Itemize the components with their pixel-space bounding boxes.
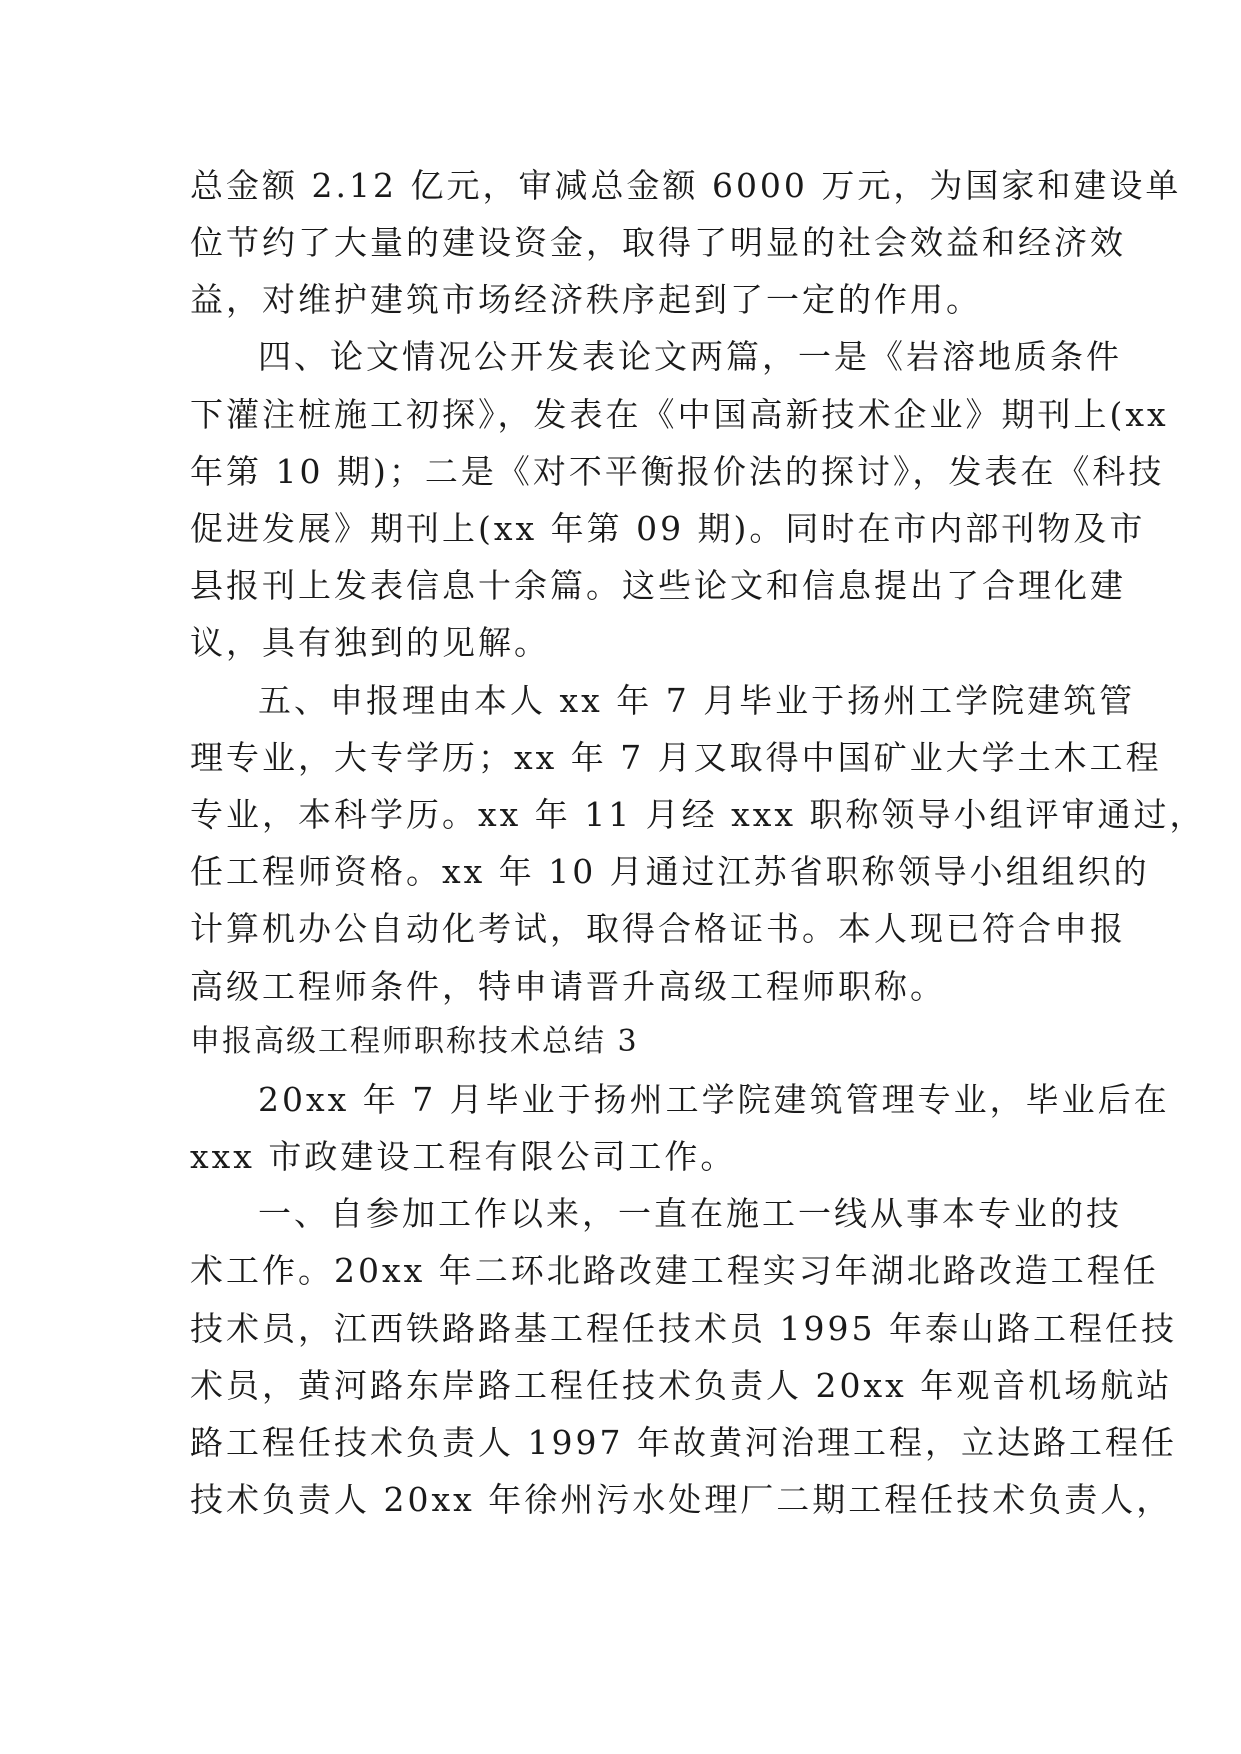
text-line: 技术员，江西铁路路基工程任技术员 1995 年泰山路工程任技	[190, 1309, 1177, 1348]
text-line: 术工作。20xx 年二环北路改建工程实习年湖北路改造工程任	[190, 1251, 1159, 1290]
text-line: 下灌注桩施工初探》，发表在《中国高新技术企业》期刊上(xx	[190, 395, 1169, 434]
paragraph-start-line: 20xx 年 7 月毕业于扬州工学院建筑管理专业，毕业后在	[258, 1080, 1170, 1119]
text-line: xxx 市政建设工程有限公司工作。	[190, 1137, 737, 1176]
text-line: 益，对维护建筑市场经济秩序起到了一定的作用。	[190, 280, 982, 319]
text-line: 计算机办公自动化考试，取得合格证书。本人现已符合申报	[190, 909, 1126, 948]
paragraph-start-line: 一、自参加工作以来，一直在施工一线从事本专业的技	[258, 1194, 1122, 1233]
text-line: 专业，本科学历。xx 年 11 月经 xxx 职称领导小组评审通过，	[190, 795, 1206, 834]
text-line: 术员，黄河路东岸路工程任技术负责人 20xx 年观音机场航站	[190, 1366, 1173, 1405]
paragraph-start-line: 五、申报理由本人 xx 年 7 月毕业于扬州工学院建筑管	[258, 681, 1136, 720]
text-line: 年第 10 期)；二是《对不平衡报价法的探讨》，发表在《科技	[190, 452, 1165, 491]
text-line: 议，具有独到的见解。	[190, 623, 550, 662]
section-heading: 申报高级工程师职称技术总结 3	[190, 1024, 639, 1059]
text-line: 总金额 2.12 亿元，审减总金额 6000 万元，为国家和建设单	[190, 166, 1182, 205]
text-line: 技术负责人 20xx 年徐州污水处理厂二期工程任技术负责人，	[190, 1480, 1173, 1519]
text-line: 位节约了大量的建设资金，取得了明显的社会效益和经济效	[190, 223, 1126, 262]
paragraph-start-line: 四、论文情况公开发表论文两篇，一是《岩溶地质条件	[258, 337, 1122, 376]
text-line: 任工程师资格。xx 年 10 月通过江苏省职称领导小组组织的	[190, 852, 1150, 891]
text-line: 理专业，大专学历；xx 年 7 月又取得中国矿业大学土木工程	[190, 738, 1162, 777]
text-line: 路工程任技术负责人 1997 年故黄河治理工程，立达路工程任	[190, 1423, 1177, 1462]
text-line: 县报刊上发表信息十余篇。这些论文和信息提出了合理化建	[190, 566, 1126, 605]
text-line: 促进发展》期刊上(xx 年第 09 期)。同时在市内部刊物及市	[190, 509, 1146, 548]
text-line: 高级工程师条件，特申请晋升高级工程师职称。	[190, 967, 946, 1006]
